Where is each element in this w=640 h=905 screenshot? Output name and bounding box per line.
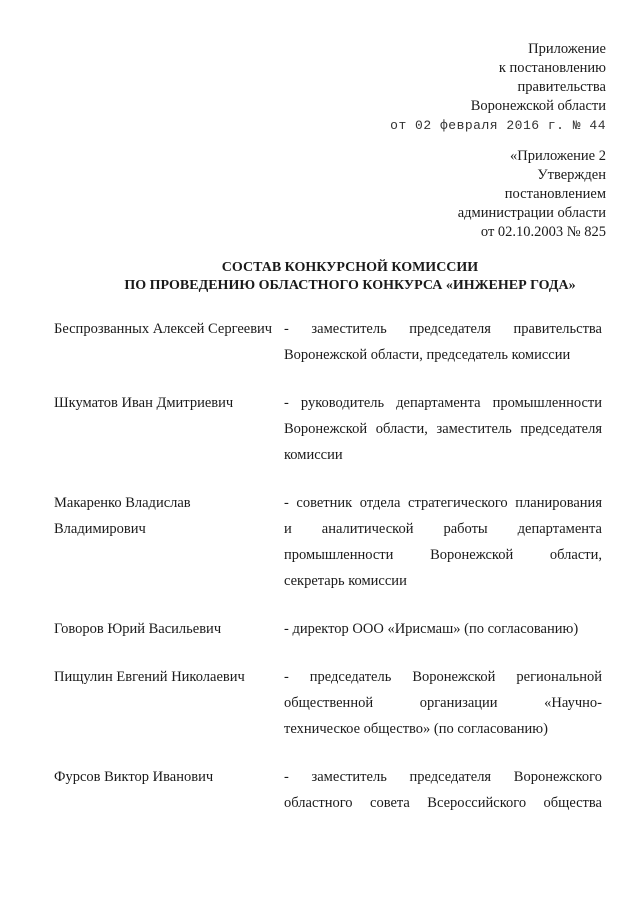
previous-appendix-header (458, 147, 606, 242)
commission-member (54, 616, 602, 642)
member-name (54, 616, 284, 642)
member-name-line: Фурсов Виктор Иванович (54, 769, 214, 785)
member-role-line: промышленности Воронежской области, (284, 547, 602, 563)
previous-appendix-line: администрации области (457, 205, 606, 221)
member-role-line: областного совета Всероссийского общества (284, 795, 602, 811)
member-name (54, 390, 284, 468)
previous-appendix-line: Утвержден (537, 167, 606, 183)
member-role-line: секретарь комиссии (284, 573, 407, 589)
appendix-line: к постановлению (498, 60, 606, 76)
title-line: СОСТАВ КОНКУРСНОЙ КОМИССИИ (221, 260, 479, 275)
member-name-line: Макаренко Владислав (54, 495, 191, 511)
member-role-line: - советник отдела стратегического планирования (284, 495, 602, 511)
previous-appendix-line: постановлением (504, 186, 606, 202)
member-name (54, 490, 284, 594)
member-role (284, 316, 602, 368)
previous-appendix-line: «Приложение 2 (510, 148, 606, 164)
member-role-line: - председатель Воронежской региональной (284, 669, 602, 685)
appendix-line: правительства (517, 79, 606, 95)
member-name-line: Владимирович (54, 521, 146, 537)
document-title (0, 259, 640, 295)
member-name (54, 764, 284, 816)
member-role-line: Воронежской области, заместитель председателя (284, 421, 602, 437)
appendix-line: Воронежской области (470, 98, 606, 114)
member-role-line: - заместитель председателя правительства (284, 321, 602, 337)
title-line: ПО ПРОВЕДЕНИЮ ОБЛАСТНОГО КОНКУРСА «ИНЖЕНЕР ГОДА» (124, 278, 576, 293)
member-role-line: общественной организации «Научно- (284, 695, 602, 711)
member-role-line: - заместитель председателя Воронежского (284, 769, 602, 785)
member-name (54, 664, 284, 742)
member-role-line: комиссии (284, 447, 343, 463)
member-role (284, 490, 602, 594)
commission-member (54, 764, 602, 816)
member-role-line: - директор ООО «Ирисмаш» (по согласованию) (284, 621, 579, 637)
commission-member (54, 664, 602, 742)
member-role-line: Воронежской области, председатель комиссии (284, 347, 571, 363)
member-role-line: - руководитель департамента промышленности (284, 395, 602, 411)
member-role (284, 664, 602, 742)
commission-member (54, 390, 602, 468)
commission-member (54, 316, 602, 368)
member-role-line: техническое общество» (по согласованию) (284, 721, 548, 737)
member-role (284, 390, 602, 468)
appendix-header (390, 40, 606, 135)
member-name-line: Пищулин Евгений Николаевич (54, 669, 245, 685)
commission-members-list (54, 316, 602, 838)
member-name (54, 316, 284, 368)
member-role-line: и аналитической работы департамента (284, 521, 602, 537)
date-number-stamp: от 02 февраля 2016 г. № 44 (390, 118, 606, 133)
appendix-line: Приложение (528, 41, 606, 57)
commission-member (54, 490, 602, 594)
previous-appendix-line: от 02.10.2003 № 825 (480, 224, 606, 240)
member-name-line: Беспрозванных Алексей Сергеевич (54, 321, 273, 337)
member-name-line: Говоров Юрий Васильевич (54, 621, 222, 637)
member-role (284, 616, 602, 642)
member-role (284, 764, 602, 816)
member-name-line: Шкуматов Иван Дмитриевич (54, 395, 234, 411)
